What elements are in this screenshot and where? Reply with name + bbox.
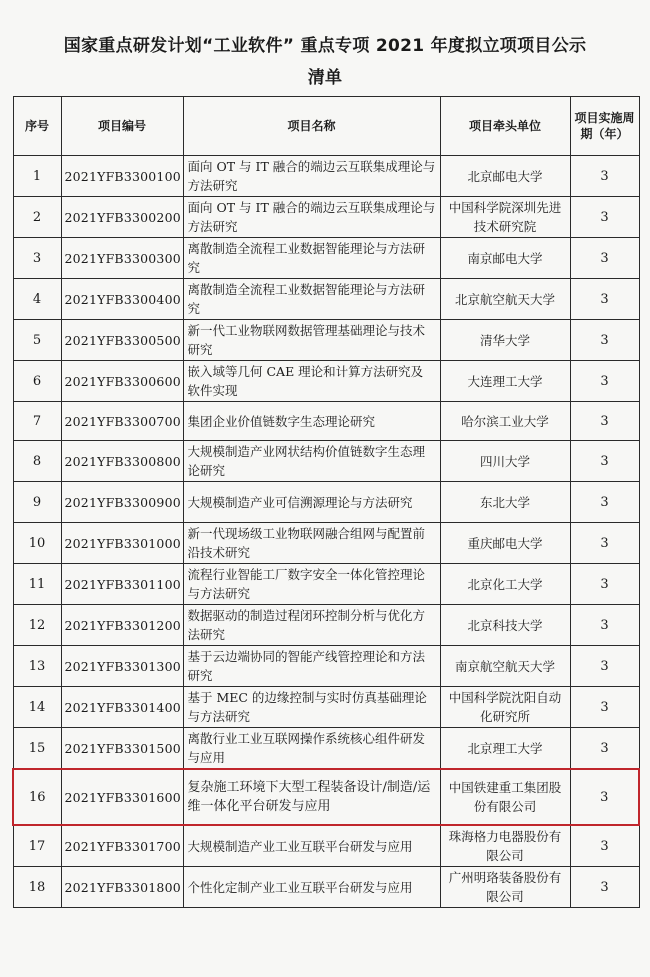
cell-name: 嵌入域等几何 CAE 理论和计算方法研究及软件实现 xyxy=(183,361,440,402)
header-period: 项目实施周期（年） xyxy=(570,97,639,156)
cell-lead: 东北大学 xyxy=(440,482,570,523)
header-seq: 序号 xyxy=(13,97,61,156)
table-row xyxy=(13,564,639,605)
cell-lead: 四川大学 xyxy=(440,441,570,482)
cell-period: 3 xyxy=(570,441,639,482)
cell-lead: 中国科学院沈阳自动化研究所 xyxy=(440,687,570,728)
cell-name: 新一代工业物联网数据管理基础理论与技术研究 xyxy=(183,320,440,361)
table-row xyxy=(13,197,639,238)
header-code: 项目编号 xyxy=(61,97,183,156)
cell-period: 3 xyxy=(570,156,639,197)
cell-name: 集团企业价值链数字生态理论研究 xyxy=(183,402,440,441)
cell-code: 2021YFB3300200 xyxy=(61,197,183,238)
table-row xyxy=(13,687,639,728)
cell-seq: 13 xyxy=(13,646,61,687)
cell-lead: 南京邮电大学 xyxy=(440,238,570,279)
cell-period: 3 xyxy=(570,402,639,441)
cell-lead: 大连理工大学 xyxy=(440,361,570,402)
cell-name: 面向 OT 与 IT 融合的端边云互联集成理论与方法研究 xyxy=(183,197,440,238)
cell-seq: 15 xyxy=(13,728,61,770)
cell-seq: 5 xyxy=(13,320,61,361)
table-row xyxy=(13,646,639,687)
cell-code: 2021YFB3300900 xyxy=(61,482,183,523)
cell-period: 3 xyxy=(570,361,639,402)
cell-name: 大规模制造产业网状结构价值链数字生态理论研究 xyxy=(183,441,440,482)
cell-lead: 南京航空航天大学 xyxy=(440,646,570,687)
cell-period: 3 xyxy=(570,320,639,361)
cell-period: 3 xyxy=(570,197,639,238)
cell-period: 3 xyxy=(570,825,639,867)
cell-lead: 重庆邮电大学 xyxy=(440,523,570,564)
cell-lead: 北京化工大学 xyxy=(440,564,570,605)
header-name: 项目名称 xyxy=(183,97,440,156)
cell-code: 2021YFB3301700 xyxy=(61,825,183,867)
cell-seq: 1 xyxy=(13,156,61,197)
cell-name: 复杂施工环境下大型工程装备设计/制造/运维一体化平台研发与应用 xyxy=(183,769,440,825)
cell-period: 3 xyxy=(570,687,639,728)
cell-code: 2021YFB3301500 xyxy=(61,728,183,770)
table-row xyxy=(13,482,639,523)
header-lead: 项目牵头单位 xyxy=(440,97,570,156)
cell-name: 离散行业工业互联网操作系统核心组件研发与应用 xyxy=(183,728,440,770)
cell-code: 2021YFB3301200 xyxy=(61,605,183,646)
cell-lead: 北京航空航天大学 xyxy=(440,279,570,320)
cell-code: 2021YFB3300300 xyxy=(61,238,183,279)
cell-seq: 10 xyxy=(13,523,61,564)
cell-period: 3 xyxy=(570,238,639,279)
table-row xyxy=(13,402,639,441)
cell-seq: 9 xyxy=(13,482,61,523)
cell-period: 3 xyxy=(570,279,639,320)
cell-seq: 17 xyxy=(13,825,61,867)
table-row xyxy=(13,361,639,402)
table-row xyxy=(13,320,639,361)
cell-lead: 中国铁建重工集团股份有限公司 xyxy=(440,769,570,825)
cell-name: 大规模制造产业可信溯源理论与方法研究 xyxy=(183,482,440,523)
cell-seq: 12 xyxy=(13,605,61,646)
title-line-2: 清单 xyxy=(307,68,343,88)
table-body xyxy=(13,156,639,908)
table-header-row xyxy=(13,97,639,156)
cell-seq: 8 xyxy=(13,441,61,482)
cell-seq: 3 xyxy=(13,238,61,279)
cell-period: 3 xyxy=(570,769,639,825)
table-row xyxy=(13,769,639,825)
cell-name: 离散制造全流程工业数据智能理论与方法研究 xyxy=(183,279,440,320)
title-line-1: 国家重点研发计划“工业软件” 重点专项 2021 年度拟立项项目公示 xyxy=(63,36,587,56)
cell-seq: 7 xyxy=(13,402,61,441)
cell-code: 2021YFB3300400 xyxy=(61,279,183,320)
cell-name: 离散制造全流程工业数据智能理论与方法研究 xyxy=(183,238,440,279)
cell-lead: 中国科学院深圳先进技术研究院 xyxy=(440,197,570,238)
cell-code: 2021YFB3301400 xyxy=(61,687,183,728)
cell-lead: 清华大学 xyxy=(440,320,570,361)
cell-name: 个性化定制产业工业互联平台研发与应用 xyxy=(183,867,440,908)
cell-code: 2021YFB3300600 xyxy=(61,361,183,402)
cell-name: 流程行业智能工厂数字安全一体化管控理论与方法研究 xyxy=(183,564,440,605)
cell-period: 3 xyxy=(570,482,639,523)
cell-period: 3 xyxy=(570,867,639,908)
cell-period: 3 xyxy=(570,564,639,605)
cell-period: 3 xyxy=(570,728,639,770)
cell-name: 基于云边端协同的智能产线管控理论和方法研究 xyxy=(183,646,440,687)
cell-period: 3 xyxy=(570,605,639,646)
cell-lead: 北京理工大学 xyxy=(440,728,570,770)
table-row xyxy=(13,156,639,197)
cell-lead: 北京邮电大学 xyxy=(440,156,570,197)
table-row xyxy=(13,867,639,908)
table-row xyxy=(13,238,639,279)
cell-code: 2021YFB3301100 xyxy=(61,564,183,605)
cell-seq: 11 xyxy=(13,564,61,605)
cell-lead: 北京科技大学 xyxy=(440,605,570,646)
cell-lead: 哈尔滨工业大学 xyxy=(440,402,570,441)
table-row xyxy=(13,728,639,770)
table-row xyxy=(13,825,639,867)
cell-code: 2021YFB3300800 xyxy=(61,441,183,482)
cell-seq: 6 xyxy=(13,361,61,402)
table-row xyxy=(13,441,639,482)
cell-seq: 2 xyxy=(13,197,61,238)
project-table xyxy=(12,96,640,908)
table-row xyxy=(13,279,639,320)
cell-name: 大规模制造产业工业互联平台研发与应用 xyxy=(183,825,440,867)
table-row xyxy=(13,523,639,564)
cell-code: 2021YFB3301000 xyxy=(61,523,183,564)
cell-lead: 广州明珞装备股份有限公司 xyxy=(440,867,570,908)
cell-code: 2021YFB3301600 xyxy=(61,769,183,825)
cell-name: 新一代现场级工业物联网融合组网与配置前沿技术研究 xyxy=(183,523,440,564)
cell-code: 2021YFB3300700 xyxy=(61,402,183,441)
cell-period: 3 xyxy=(570,646,639,687)
cell-lead: 珠海格力电器股份有限公司 xyxy=(440,825,570,867)
cell-seq: 16 xyxy=(13,769,61,825)
table-row xyxy=(13,605,639,646)
cell-code: 2021YFB3300500 xyxy=(61,320,183,361)
cell-name: 面向 OT 与 IT 融合的端边云互联集成理论与方法研究 xyxy=(183,156,440,197)
cell-code: 2021YFB3301300 xyxy=(61,646,183,687)
cell-name: 数据驱动的制造过程闭环控制分析与优化方法研究 xyxy=(183,605,440,646)
cell-code: 2021YFB3301800 xyxy=(61,867,183,908)
cell-code: 2021YFB3300100 xyxy=(61,156,183,197)
cell-name: 基于 MEC 的边缘控制与实时仿真基础理论与方法研究 xyxy=(183,687,440,728)
document-title xyxy=(0,30,650,94)
cell-seq: 14 xyxy=(13,687,61,728)
cell-period: 3 xyxy=(570,523,639,564)
cell-seq: 18 xyxy=(13,867,61,908)
cell-seq: 4 xyxy=(13,279,61,320)
